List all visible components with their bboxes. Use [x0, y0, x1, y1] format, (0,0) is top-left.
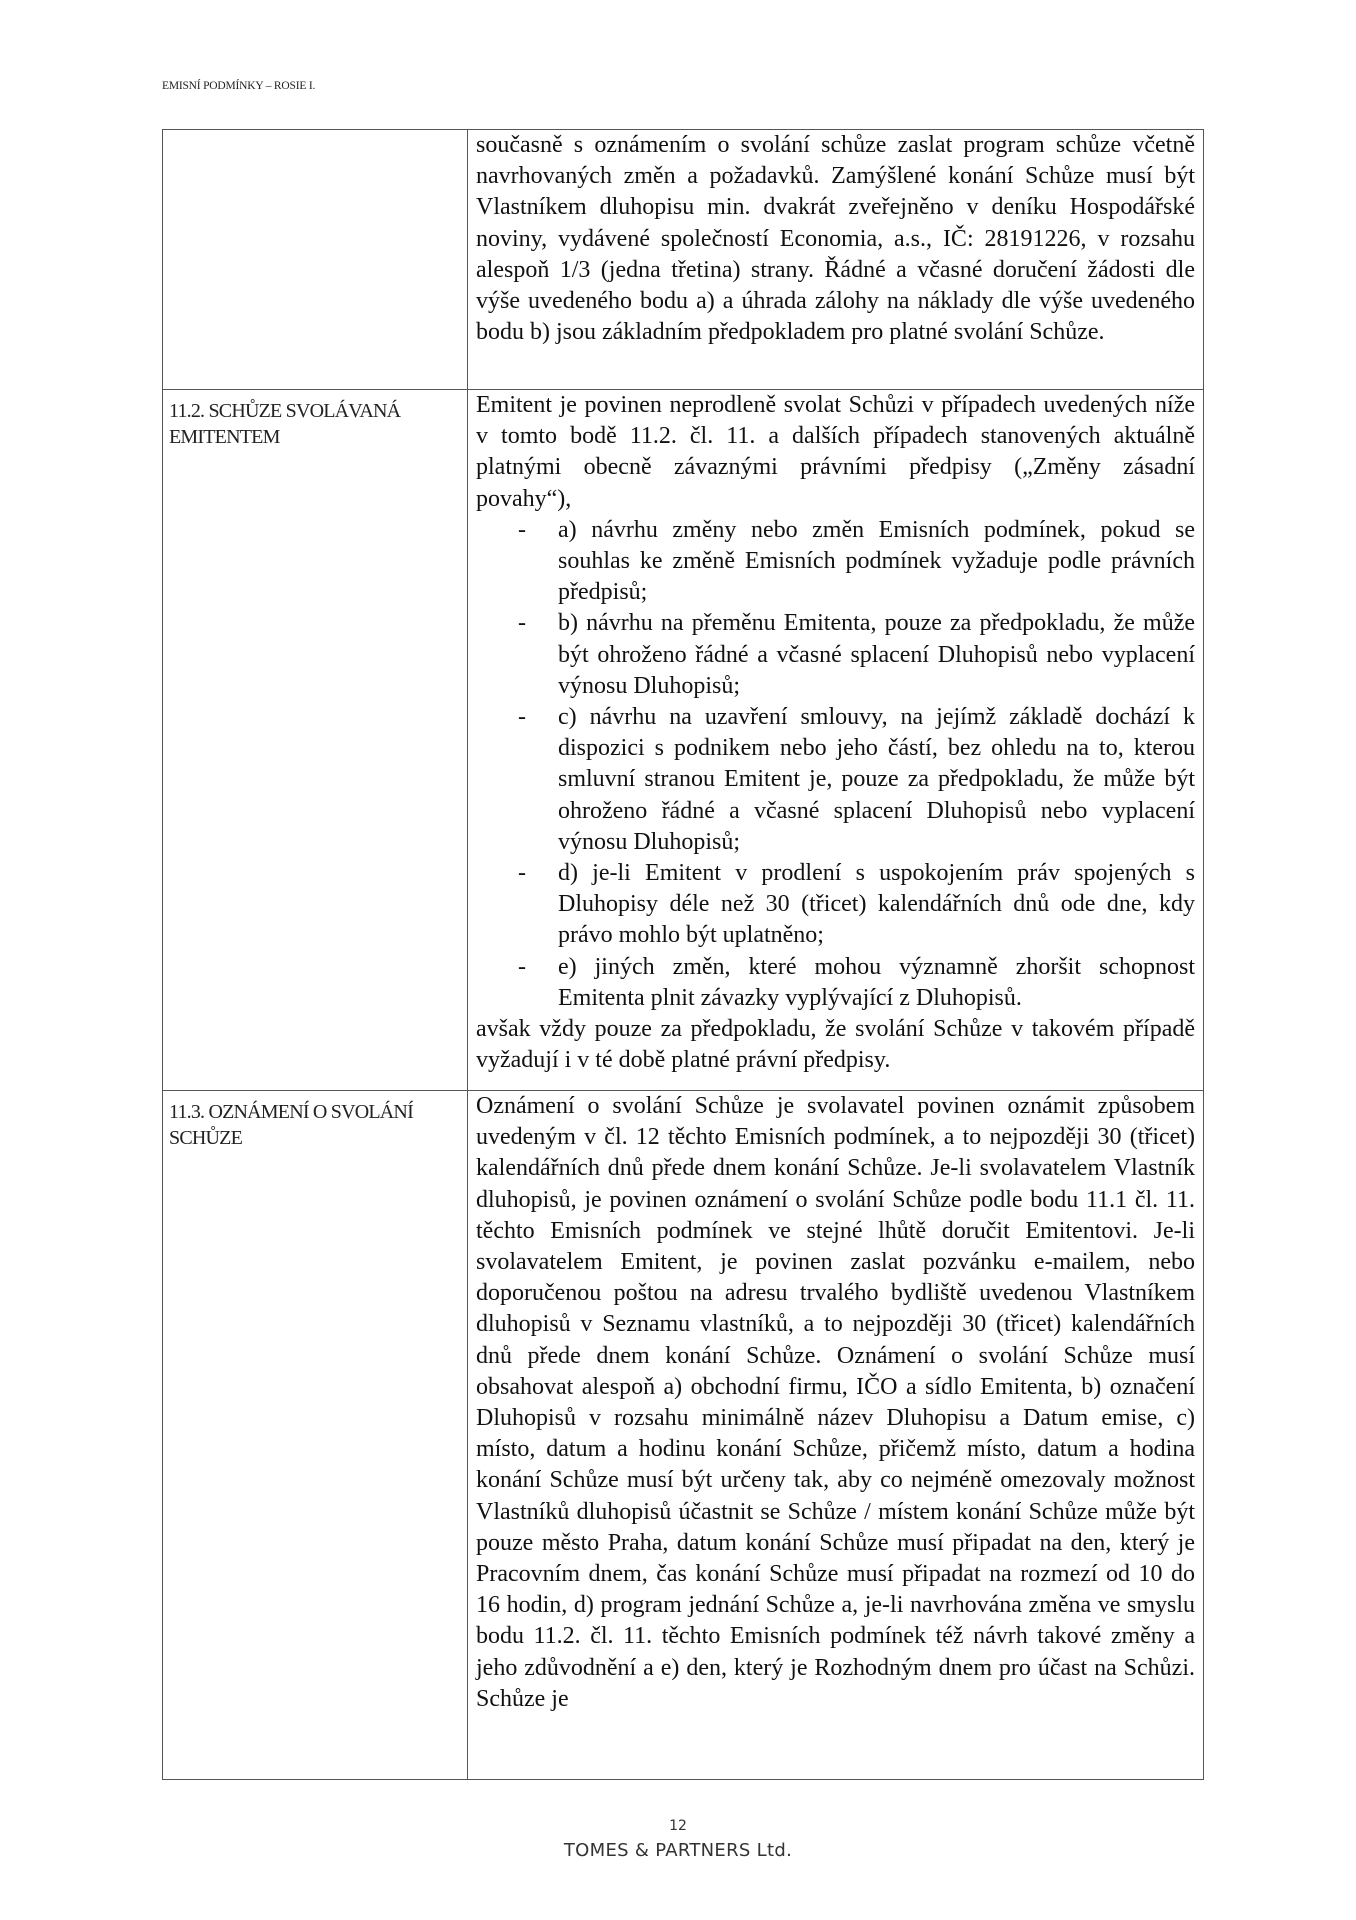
list-item: - b) návrhu na přeměnu Emitenta, pouze za předpokladu, že může být ohroženo řádné a včasné splacení Dluhopisů nebo vyplacení výnosu Dluhopisů; [518, 610, 1195, 699]
table-row [163, 1091, 1204, 1780]
bullet-icon: - [518, 860, 526, 887]
bullet-list [476, 515, 1195, 1014]
running-header: EMISNÍ PODMÍNKY – ROSIE I. [162, 80, 316, 92]
paragraph-outro: avšak vždy pouze za předpokladu, že svolání Schůze v takovém případě vyžadují i v té době platné právní předpisy. [476, 1016, 1195, 1074]
company-footer: TOMES & PARTNERS Ltd. [563, 1840, 793, 1861]
table-row [163, 130, 1204, 390]
list-item: - a) návrhu změny nebo změn Emisních podmínek, pokud se souhlas ke změně Emisních podmínek vyžaduje podle právních předpisů; [518, 516, 1195, 606]
list-item: - d) je-li Emitent v prodlení s uspokojením práv spojených s Dluhopisy déle než 30 (třicet) kalendářních dnů ode dne, kdy právo mohlo být uplatněno; [518, 860, 1195, 949]
row-label-oznameni-o-svolani-schuze: 11.3. OZNÁMENÍ O SVOLÁNÍ SCHŮZE [163, 1091, 468, 1780]
page-number: 12 [669, 1818, 687, 1834]
paragraph: Oznámení o svolání Schůze je svolavatel povinen oznámit způsobem uvedeným v čl. 12 těchto Emisních podmínek, a to nejpozději 30 (třicet) kalendářních dnů přede dnem konání Schůze. Je-li svolavatelem Vlastník dluhopisů, je povinen oznámení o svolání Schůze podle bodu 11.1 čl. 11. těchto Emisních podmínek ve stejné lhůtě doručit Emitentovi. Je-li svolavatelem Emitent, je povinen zaslat pozvánku e-mailem, nebo doporučenou poštou na adresu trvalého bydliště uvedenou Vlastníkem dluhopisů v Seznamu vlastníků, a to nejpozději 30 (třicet) kalendářních dnů přede dnem konání Schůze. Oznámení o svolání Schůze musí obsahovat alespoň a) obchodní firmu, IČO a sídlo Emitenta, b) označení Dluhopisů v rozsahu minimálně název Dluhopisu a Datum emise, c) místo, datum a hodinu konání Schůze, přičemž místo, datum a hodina konání Schůze musí být určeny tak, aby co nejméně omezovaly možnost Vlastníků dluhopisů účastnit se Schůze / místem konání Schůze může být pouze město Praha, datum konání Schůze musí připadat na den, který je Pracovním dnem, čas konání Schůze musí připadat na rozmezí od 10 do 16 hodin, d) program jednání Schůze a, je-li navrhována změna ve smyslu bodu 11.2. čl. 11. těchto Emisních podmínek též návrh takové změny a jeho zdůvodnění a e) den, který je Rozhodným dnem pro účast na Schůzi. Schůze je [476, 1093, 1195, 1712]
paragraph: současně s oznámením o svolání schůze zaslat program schůze včetně navrhovaných změn a požadavků. Zamýšlené konání Schůze musí být Vlastníkem dluhopisu min. dvakrát zveřejněno v deníku Hospodářské noviny, vydávené společností Economia, a.s., IČ: 28191226, v rozsahu alespoň 1/3 (jedna třetina) strany. Řádné a včasné doručení žádosti dle výše uvedeného bodu a) a úhrada zálohy na náklady dle výše uvedeného bodu b) jsou základním předpokladem pro platné svolání Schůze. [476, 132, 1195, 346]
list-item: - c) návrhu na uzavření smlouvy, na jejímž základě dochází k dispozici s podnikem nebo jeho částí, bez ohledu na to, kterou smluvní stranou Emitent je, pouze za předpokladu, že může být ohroženo řádné a včasné splacení Dluhopisů nebo vyplacení výnosu Dluhopisů; [518, 704, 1195, 855]
row-label [163, 130, 468, 390]
bullet-icon: - [518, 610, 526, 637]
bullet-icon: - [518, 953, 526, 980]
row-content [468, 1091, 1204, 1780]
paragraph-intro: Emitent je povinen neprodleně svolat Schůzi v případech uvedených níže v tomto bodě 11.2. čl. 11. a dalších případech stanovených aktuálně platnými obecně závaznými právními předpisy („Změny zásadní povahy“), [476, 392, 1195, 512]
terms-table [162, 129, 1204, 1780]
list-item: - e) jiných změn, které mohou významně zhoršit schopnost Emitenta plnit závazky vyplývající z Dluhopisů. [518, 953, 1195, 1011]
table-row [163, 390, 1204, 1091]
bullet-icon: - [518, 704, 526, 731]
bullet-icon: - [518, 516, 526, 543]
row-content [468, 130, 1204, 390]
row-label-schuze-svolavana-emitentem: 11.2. SCHŮZE SVOLÁVANÁ EMITENTEM [163, 390, 468, 1091]
row-content [468, 390, 1204, 1091]
